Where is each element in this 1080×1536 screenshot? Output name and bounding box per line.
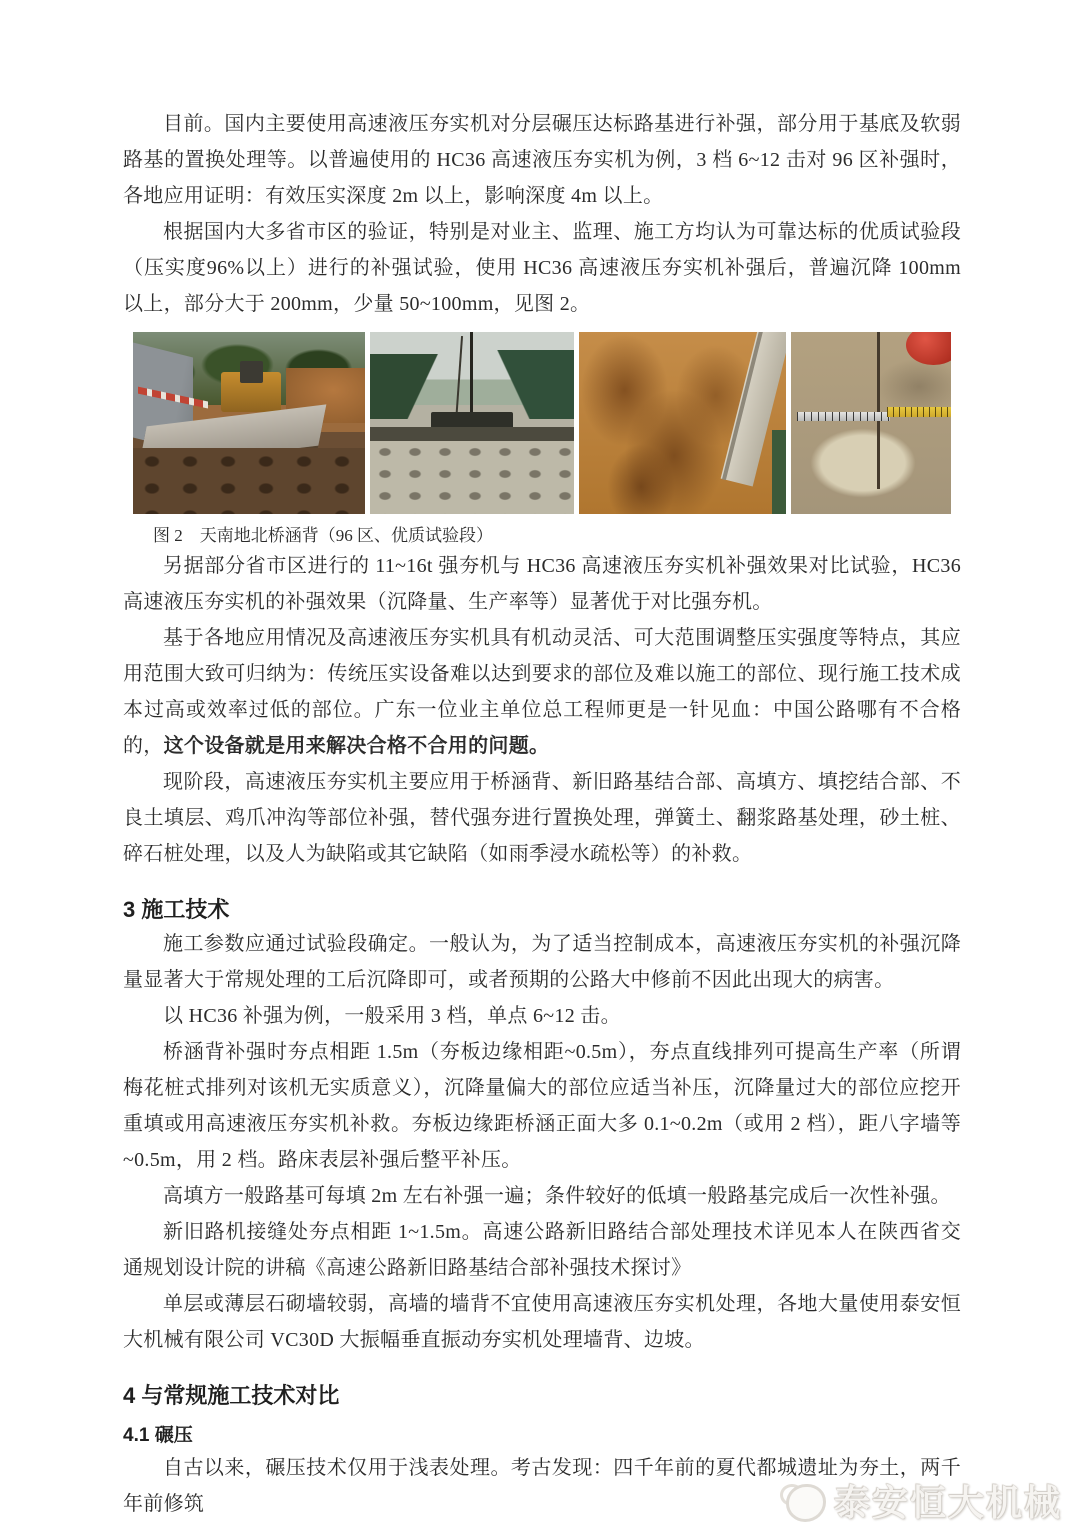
paragraph-parameters: 施工参数应通过试验段确定。一般认为，为了适当控制成本，高速液压夯实机的补强沉降量显著大于常规处理的工后沉降即可，或者预期的公路大中修前不因此出现大的病害。: [123, 933, 961, 991]
tape-measure: [887, 407, 951, 417]
paragraph-hc36-example: 以 HC36 补强为例，一般采用 3 档，单点 6~12 击。: [163, 1005, 621, 1027]
steel-ruler: [797, 412, 890, 421]
paragraph-joint: 新旧路机接缝处夯点相距 1~1.5m。高速公路新旧路结合部处理技术详见本人在陕西省交通规划设计院的讲稿《高速公路新旧路基结合部补强技术探讨》: [123, 1221, 961, 1279]
paragraph-compare-test: 另据部分省市区进行的 11~16t 强夯机与 HC36 高速液压夯实机补强效果对比试验，HC36 高速液压夯实机的补强效果（沉降量、生产率等）显著优于对比强夯机。: [123, 555, 961, 613]
measuring-rod: [877, 332, 880, 489]
mountain-right: [468, 350, 574, 419]
document-content: [123, 106, 961, 1522]
figure-2-caption: 图 2 天南地北桥涵背（96 区、优质试验段）: [153, 526, 493, 545]
photo-culvert-back-soil-closeup: [579, 332, 786, 514]
heading-rolling: 4.1 碾压: [123, 1425, 193, 1446]
photo-crane-tamping-roadbed: [370, 332, 574, 514]
photo-culvert-back-slab-and-loader: [133, 332, 365, 514]
figure-2-photo-strip: [133, 332, 949, 514]
heading-comparison: 4 与常规施工技术对比: [123, 1383, 340, 1408]
roadbed-band: [370, 427, 574, 442]
watermark-text: 泰安恒大机械: [833, 1482, 1062, 1523]
gravel-craters: [370, 441, 574, 514]
brand-watermark: [780, 1475, 1062, 1526]
scope-normal-text: 基于各地应用情况及高速液压夯实机具有机动灵活、可大范围调整压实强度等特点，其应用范围大致可归纳为：传统压实设备难以达到要求的部位及难以施工的部位、现行施工技术成本过高或效率过低的部位。广东一位业主单位总工程师更是一针见血：中国公路哪有不合格的，: [123, 627, 961, 757]
loader-cab: [240, 361, 263, 383]
mountain-left: [370, 354, 462, 420]
paragraph-application-scope: [123, 620, 961, 764]
paragraph-history: 自古以来，碾压技术仅用于浅表处理。考古发现：四千年前的夏代都城遗址为夯土，两千年前修筑: [123, 1457, 961, 1515]
paragraph-current-stage: 现阶段，高速液压夯实机主要应用于桥涵背、新旧路基结合部、高填方、填挖结合部、不良土填层、鸡爪冲沟等部位补强，替代强夯进行置换处理，弹簧土、翻浆路基处理，砂土桩、碎石桩处理，以及人为缺陷或其它缺陷（如雨季浸水疏松等）的补救。: [123, 771, 961, 865]
heading-construction-technology: 3 施工技术: [123, 897, 230, 922]
paragraph-bridge-back: 桥涵背补强时夯点相距 1.5m（夯板边缘相距~0.5m），夯点直线排列可提高生产率（所谓梅花桩式排列对该机无实质意义），沉降量偏大的部位应适当补压，沉降量过大的部位应挖开重填或用高速液压夯实机补救。夯板边缘距桥涵正面大多 0.1~0.2m（或用 2 档），距八字墙等~0.5m，用 2 档。路床表层补强后整平补压。: [123, 1041, 961, 1171]
paragraph-intro: 目前。国内主要使用高速液压夯实机对分层碾压达标路基进行补强，部分用于基底及软弱路基的置换处理等。以普遍使用的 HC36 高速液压夯实机为例，3 档 6~12 击对 96 区补强时，各地应用证明：有效压实深度 2m 以上，影响深度 4m 以上。: [123, 113, 961, 207]
paragraph-verification: 根据国内大多省市区的验证，特别是对业主、监理、施工方均认为可靠达标的优质试验段（压实度96%以上）进行的补强试验，使用 HC36 高速液压夯实机补强后，普遍沉降 100mm 以上，部分大于 200mm，少量 50~100mm，见图 2。: [123, 221, 961, 315]
elephant-logo-icon: [780, 1480, 826, 1522]
green-sliver: [772, 430, 786, 514]
photo-settlement-measuring-ruler: [791, 332, 951, 514]
paragraph-wall: 单层或薄层石砌墙较弱，高墙的墙背不宜使用高速液压夯实机处理，各地大量使用泰安恒大机械有限公司 VC30D 大振幅垂直振动夯实机处理墙背、边坡。: [123, 1293, 961, 1351]
tamped-ground-craters: [133, 448, 365, 514]
logo-head-shape: [786, 1484, 826, 1522]
scope-bold-text: 这个设备就是用来解决合格不合用的问题。: [163, 735, 550, 757]
paragraph-high-fill: 高填方一般路基可每填 2m 左右补强一遍；条件较好的低填一般路基完成后一次性补强。: [163, 1185, 951, 1207]
red-object: [906, 332, 951, 365]
